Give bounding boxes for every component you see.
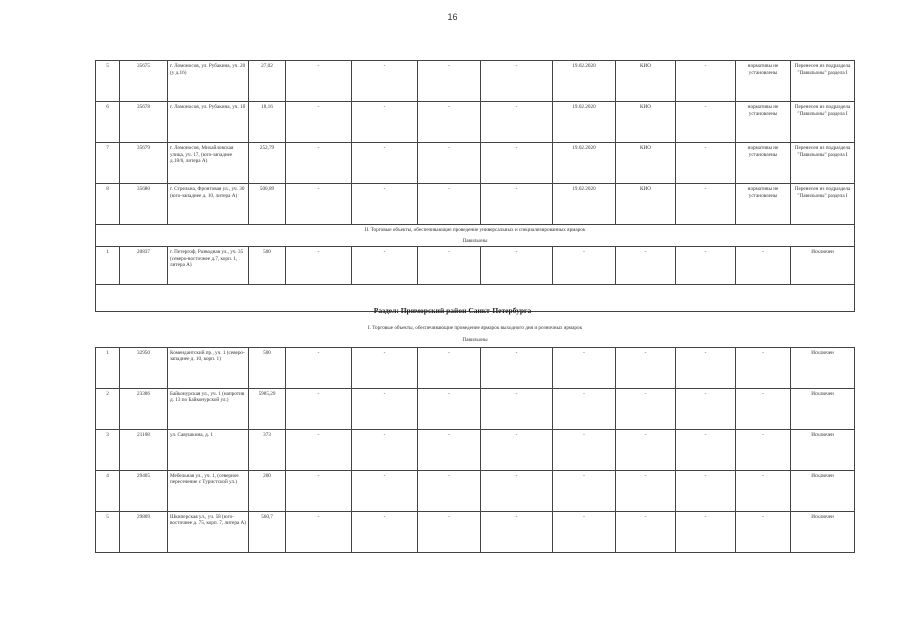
- cell-n: 5: [96, 61, 120, 102]
- cell-org: КИО: [616, 143, 676, 184]
- subsection-title: I. Торговые объекты, обеспечивающие проведение ярмарок выходного дня и розничных ярмарок: [367, 325, 583, 331]
- cell-org: -: [616, 511, 676, 552]
- section-title: Раздел: Приморский район Санкт-Петербурга: [373, 306, 532, 315]
- cell-addr: г. Петергоф, Разводная ул., уч. 35 (северо-восточнее д.7, корп. 1, литера А): [168, 247, 249, 285]
- cell-c1: -: [286, 347, 352, 388]
- cell-addr: Байконурская ул., уч. 1 (напротив д. 13 по Байконурской ул.): [168, 388, 249, 429]
- cell-c2: -: [352, 102, 418, 143]
- cell-id: 35675: [120, 61, 168, 102]
- cell-area: 18,16: [249, 102, 286, 143]
- cell-note: Перенесен из подраздела "Павильоны" раздела I: [791, 102, 855, 143]
- cell-n: 3: [96, 429, 120, 470]
- cell-id: 23386: [120, 388, 168, 429]
- cell-status: нормативы не установлены: [736, 102, 791, 143]
- subsection-title: II. Торговые объекты, обеспечивающие проведение универсальных и специализированных ярмарок: [96, 225, 855, 236]
- cell-c4: -: [481, 347, 553, 388]
- cell-id: 35680: [120, 184, 168, 225]
- table-row: [96, 184, 855, 225]
- cell-c5: -: [676, 184, 736, 225]
- cell-c3: -: [418, 429, 481, 470]
- cell-date: -: [553, 388, 616, 429]
- cell-c3: -: [418, 470, 481, 511]
- cell-c4: -: [481, 184, 553, 225]
- cell-n: 6: [96, 102, 120, 143]
- register-table-primorsky: [95, 323, 855, 553]
- cell-org: КИО: [616, 61, 676, 102]
- cell-c2: -: [352, 347, 418, 388]
- cell-c3: -: [418, 511, 481, 552]
- cell-status: нормативы не установлены: [736, 143, 791, 184]
- cell-status: -: [736, 247, 791, 285]
- cell-c3: -: [418, 347, 481, 388]
- cell-org: -: [616, 388, 676, 429]
- cell-c2: -: [352, 247, 418, 285]
- cell-c1: -: [286, 247, 352, 285]
- cell-date: 19.02.2020: [553, 184, 616, 225]
- cell-date: -: [553, 347, 616, 388]
- cell-area: 252,79: [249, 143, 286, 184]
- cell-c5: -: [676, 143, 736, 184]
- cell-note: Исключен: [791, 470, 855, 511]
- cell-n: 1: [96, 247, 120, 285]
- cell-c4: -: [481, 143, 553, 184]
- cell-id: 29809: [120, 511, 168, 552]
- subsection-subtitle: Павильоны: [462, 337, 488, 343]
- cell-c3: -: [418, 388, 481, 429]
- cell-n: 5: [96, 511, 120, 552]
- cell-c1: -: [286, 388, 352, 429]
- cell-addr: г. Стрельна, Фронтовая ул., уч. 30 (юго-западнее д. 10, литера А): [168, 184, 249, 225]
- table-row: [96, 470, 855, 511]
- table-row: [96, 347, 855, 388]
- cell-c4: -: [481, 511, 553, 552]
- cell-org: КИО: [616, 184, 676, 225]
- register-table-continued: [95, 60, 855, 312]
- cell-c3: -: [418, 247, 481, 285]
- cell-c5: -: [676, 347, 736, 388]
- table-row: [96, 61, 855, 102]
- cell-c1: -: [286, 429, 352, 470]
- cell-c2: -: [352, 388, 418, 429]
- cell-area: 200: [249, 470, 286, 511]
- cell-id: 21108: [120, 429, 168, 470]
- cell-status: -: [736, 347, 791, 388]
- cell-c4: -: [481, 470, 553, 511]
- cell-area: 560,7: [249, 511, 286, 552]
- cell-status: -: [736, 511, 791, 552]
- cell-date: 19.02.2020: [553, 61, 616, 102]
- cell-n: 1: [96, 347, 120, 388]
- cell-id: 32950: [120, 347, 168, 388]
- cell-date: 19.02.2020: [553, 143, 616, 184]
- cell-date: 19.02.2020: [553, 102, 616, 143]
- cell-date: -: [553, 429, 616, 470]
- page-number: 16: [447, 12, 458, 22]
- cell-note: Перенесен из подраздела "Павильоны" раздела I: [791, 184, 855, 225]
- cell-area: 500: [249, 347, 286, 388]
- cell-c4: -: [481, 247, 553, 285]
- cell-c1: -: [286, 470, 352, 511]
- cell-n: 2: [96, 388, 120, 429]
- cell-c1: -: [286, 184, 352, 225]
- cell-addr: Комендантский пр., уч. 1 (северо-западнее д. 10, корп. 1): [168, 347, 249, 388]
- cell-c5: -: [676, 102, 736, 143]
- cell-date: -: [553, 511, 616, 552]
- cell-c3: -: [418, 61, 481, 102]
- cell-n: 8: [96, 184, 120, 225]
- cell-c5: -: [676, 247, 736, 285]
- cell-n: 7: [96, 143, 120, 184]
- table-row: [96, 511, 855, 552]
- cell-c4: -: [481, 102, 553, 143]
- cell-id: 35679: [120, 143, 168, 184]
- cell-status: нормативы не установлены: [736, 184, 791, 225]
- cell-c3: -: [418, 102, 481, 143]
- cell-id: 35678: [120, 102, 168, 143]
- cell-c1: -: [286, 61, 352, 102]
- cell-note: Исключен: [791, 347, 855, 388]
- cell-status: -: [736, 470, 791, 511]
- cell-c5: -: [676, 470, 736, 511]
- cell-note: Исключен: [791, 511, 855, 552]
- table-row: [96, 247, 855, 285]
- cell-status: -: [736, 429, 791, 470]
- cell-c4: -: [481, 61, 553, 102]
- table-row: [96, 429, 855, 470]
- cell-area: 373: [249, 429, 286, 470]
- cell-area: 5985,29: [249, 388, 286, 429]
- cell-n: 4: [96, 470, 120, 511]
- cell-note: Исключен: [791, 247, 855, 285]
- cell-note: Исключен: [791, 429, 855, 470]
- cell-c1: -: [286, 511, 352, 552]
- cell-note: Перенесен из подраздела "Павильоны" раздела I: [791, 143, 855, 184]
- cell-date: -: [553, 247, 616, 285]
- cell-c5: -: [676, 429, 736, 470]
- cell-c3: -: [418, 143, 481, 184]
- cell-addr: г. Ломоносов, ул. Рубакина, уч. 20 (у д.16): [168, 61, 249, 102]
- cell-c3: -: [418, 184, 481, 225]
- cell-status: нормативы не установлены: [736, 61, 791, 102]
- cell-c1: -: [286, 143, 352, 184]
- cell-addr: г. Ломоносов, ул. Рубакина, уч. 1б: [168, 102, 249, 143]
- cell-org: -: [616, 470, 676, 511]
- cell-id: 29405: [120, 470, 168, 511]
- cell-area: 500,89: [249, 184, 286, 225]
- cell-status: -: [736, 388, 791, 429]
- cell-org: -: [616, 247, 676, 285]
- cell-org: КИО: [616, 102, 676, 143]
- cell-c2: -: [352, 470, 418, 511]
- cell-c2: -: [352, 143, 418, 184]
- cell-note: Перенесен из подраздела "Павильоны" раздела I: [791, 61, 855, 102]
- cell-note: Исключен: [791, 388, 855, 429]
- table-row: [96, 388, 855, 429]
- cell-org: -: [616, 347, 676, 388]
- cell-org: -: [616, 429, 676, 470]
- cell-c2: -: [352, 61, 418, 102]
- subsection-subtitle: Павильоны: [96, 236, 855, 247]
- cell-addr: Шкиперская ул., уч. 58 (юго-восточнее д. 75, корп. 7, литера А): [168, 511, 249, 552]
- cell-c5: -: [676, 511, 736, 552]
- cell-c5: -: [676, 61, 736, 102]
- cell-id: 20837: [120, 247, 168, 285]
- cell-addr: Мебельная ул., уч. 1, (северное пересечение с Туристской ул.): [168, 470, 249, 511]
- cell-c5: -: [676, 388, 736, 429]
- cell-c2: -: [352, 511, 418, 552]
- cell-addr: ул. Савушкина, д. 1: [168, 429, 249, 470]
- cell-c4: -: [481, 429, 553, 470]
- cell-date: -: [553, 470, 616, 511]
- cell-area: 27,02: [249, 61, 286, 102]
- table-row: [96, 102, 855, 143]
- cell-c2: -: [352, 184, 418, 225]
- cell-addr: г. Ломоносов, Михайловская улица, уч. 17, (юго-западнее д.18/6, литера А): [168, 143, 249, 184]
- cell-area: 500: [249, 247, 286, 285]
- table-row: [96, 143, 855, 184]
- cell-c4: -: [481, 388, 553, 429]
- cell-c2: -: [352, 429, 418, 470]
- cell-c1: -: [286, 102, 352, 143]
